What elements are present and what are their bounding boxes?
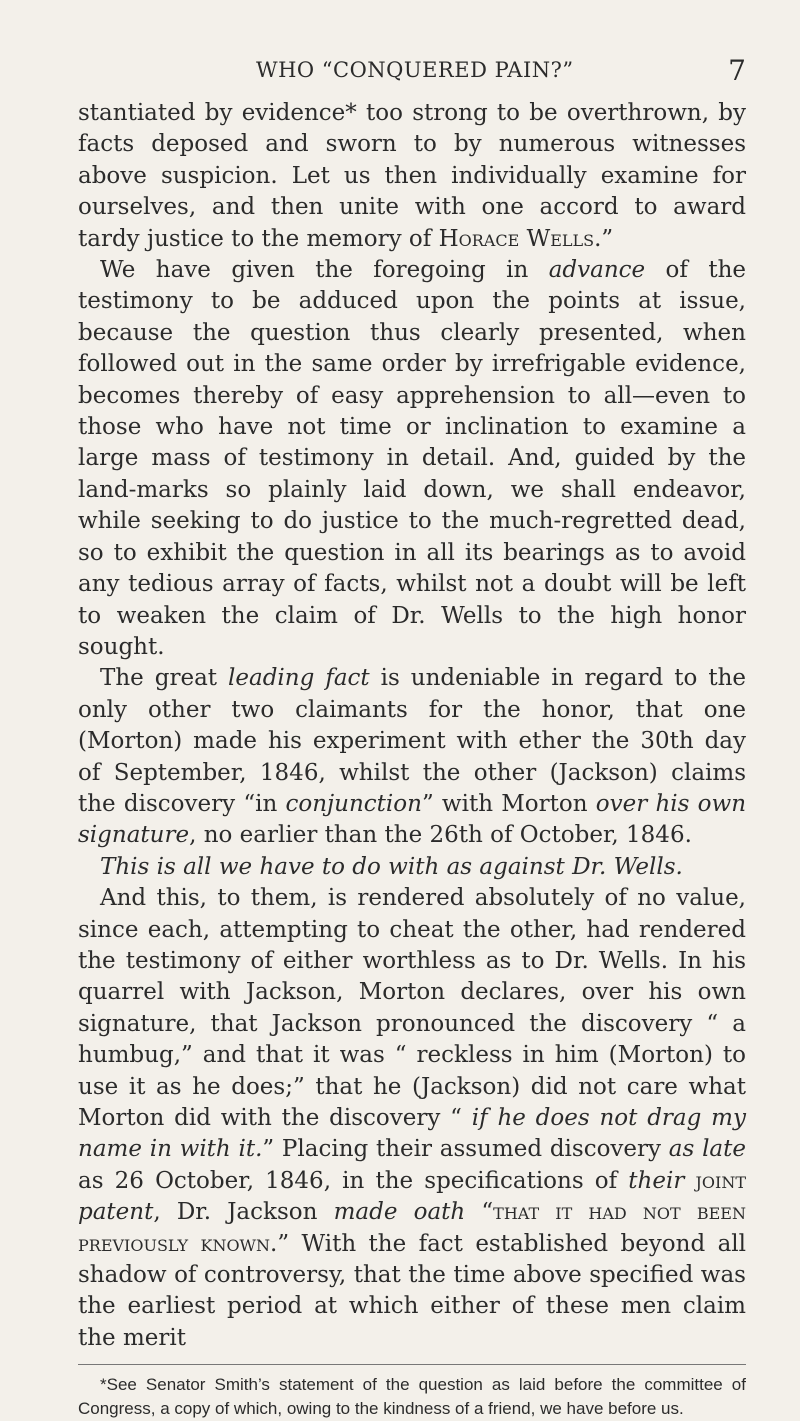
paragraph-5-text-c: as 26 October, 1846, in the specifications of	[78, 1167, 629, 1194]
emphasis-their: their	[628, 1167, 685, 1194]
footnote-text: *See Senator Smith’s statement of the question as laid before the committee of Congress, a copy of which, owing to the kindness of a friend, we have before us.	[78, 1375, 746, 1419]
running-head-title: WHO “CONQUERED PAIN?”	[256, 58, 574, 82]
paragraph-2-text-b: of the testimony to be adduced upon the points at issue, because the question thus clearly presented, when followed out in the same order by irrefrigable evidence, becomes thereby of easy apprehension to all—even to those who have not time or inclination to examine a large mass of testimony in detail. And, guided by the land-marks so plainly laid down, we shall endeavor, while seeking to do justice to the much-regretted dead, so to exhibit the question in all its bearings as to avoid any tedious array of facts, whilst not a doubt will be left to weaken the claim of Dr. Wells to the high honor sought.	[78, 257, 746, 660]
emphasis-as-late: as late	[668, 1136, 746, 1163]
paragraph-5-text-a: And this, to them, is rendered absolutely of no value, since each, attempting to cheat the other, had rendered the testimony of either worthless as to Dr. Wells. In his quarrel with Jackson, Morton declares, over his own signature, that Jackson pronounced the discovery “ a humbug,” and that it was “ reckless in him (Morton) to use it as he does;” that he (Jackson) did not care what Morton did with the discovery “	[78, 885, 746, 1131]
paragraph-5-text-h: .” With the fact established beyond all shadow of controversy, that the time above specified was the earliest period at which either of these men claim the merit	[78, 1230, 747, 1351]
running-head	[78, 54, 746, 98]
footnote-rule	[78, 1364, 746, 1365]
page-number: 7	[728, 54, 746, 87]
emphasis-made-oath: made oath	[333, 1199, 466, 1226]
emphasis-leading-fact: leading fact	[228, 665, 370, 692]
paragraph-3-text-c: ” with Morton	[421, 790, 596, 817]
paragraph-3-text-a: The great	[100, 665, 229, 692]
paragraph-5-text-f: , Dr. Jackson	[153, 1199, 334, 1226]
paragraph-2	[78, 255, 746, 663]
name-horace-wells: Horace Wells	[438, 225, 595, 252]
body-text	[78, 98, 746, 1354]
paragraph-3-text-d: , no earlier than the 26th of October, 1846.	[189, 822, 692, 849]
emphasis-over-signature: over his own signature	[78, 790, 747, 849]
spacer	[684, 1168, 695, 1194]
emphasis-not-known: that it had not been previously known	[78, 1199, 746, 1257]
emphasis-conjunction: conjunction	[285, 790, 422, 817]
emphasis-patent: patent	[78, 1199, 154, 1226]
paragraph-5	[78, 883, 746, 1354]
paragraph-1	[78, 98, 746, 255]
paragraph-4: This is all we have to do with as against Dr. Wells.	[100, 853, 683, 880]
footnote	[78, 1373, 746, 1421]
paragraph-1-close: .”	[594, 225, 614, 252]
paragraph-3-text-b: is undeniable in regard to the only other two claimants for the honor, that one (Morton) made his experiment with ether the 30th day of September, 1846, whilst the other (Jackson) claims the discovery “in	[78, 665, 746, 817]
emphasis-quote: if he does not drag my name in with it.	[78, 1105, 746, 1163]
paragraph-2-text-a: We have given the foregoing in	[100, 257, 549, 284]
emphasis-advance: advance	[548, 257, 646, 284]
paragraph-3	[78, 663, 746, 851]
paragraph-5-text-b: ” Placing their assumed discovery	[262, 1136, 669, 1163]
paragraph-5-text-g: “	[465, 1199, 494, 1226]
paragraph-1-text: stantiated by evidence* too strong to be overthrown, by facts deposed and sworn to by numerous witnesses above suspicion. Let us then individually examine for ourselves, and then unite with one accord to award tardy justice to the memory of	[78, 100, 746, 252]
emphasis-joint: joint	[695, 1167, 747, 1194]
